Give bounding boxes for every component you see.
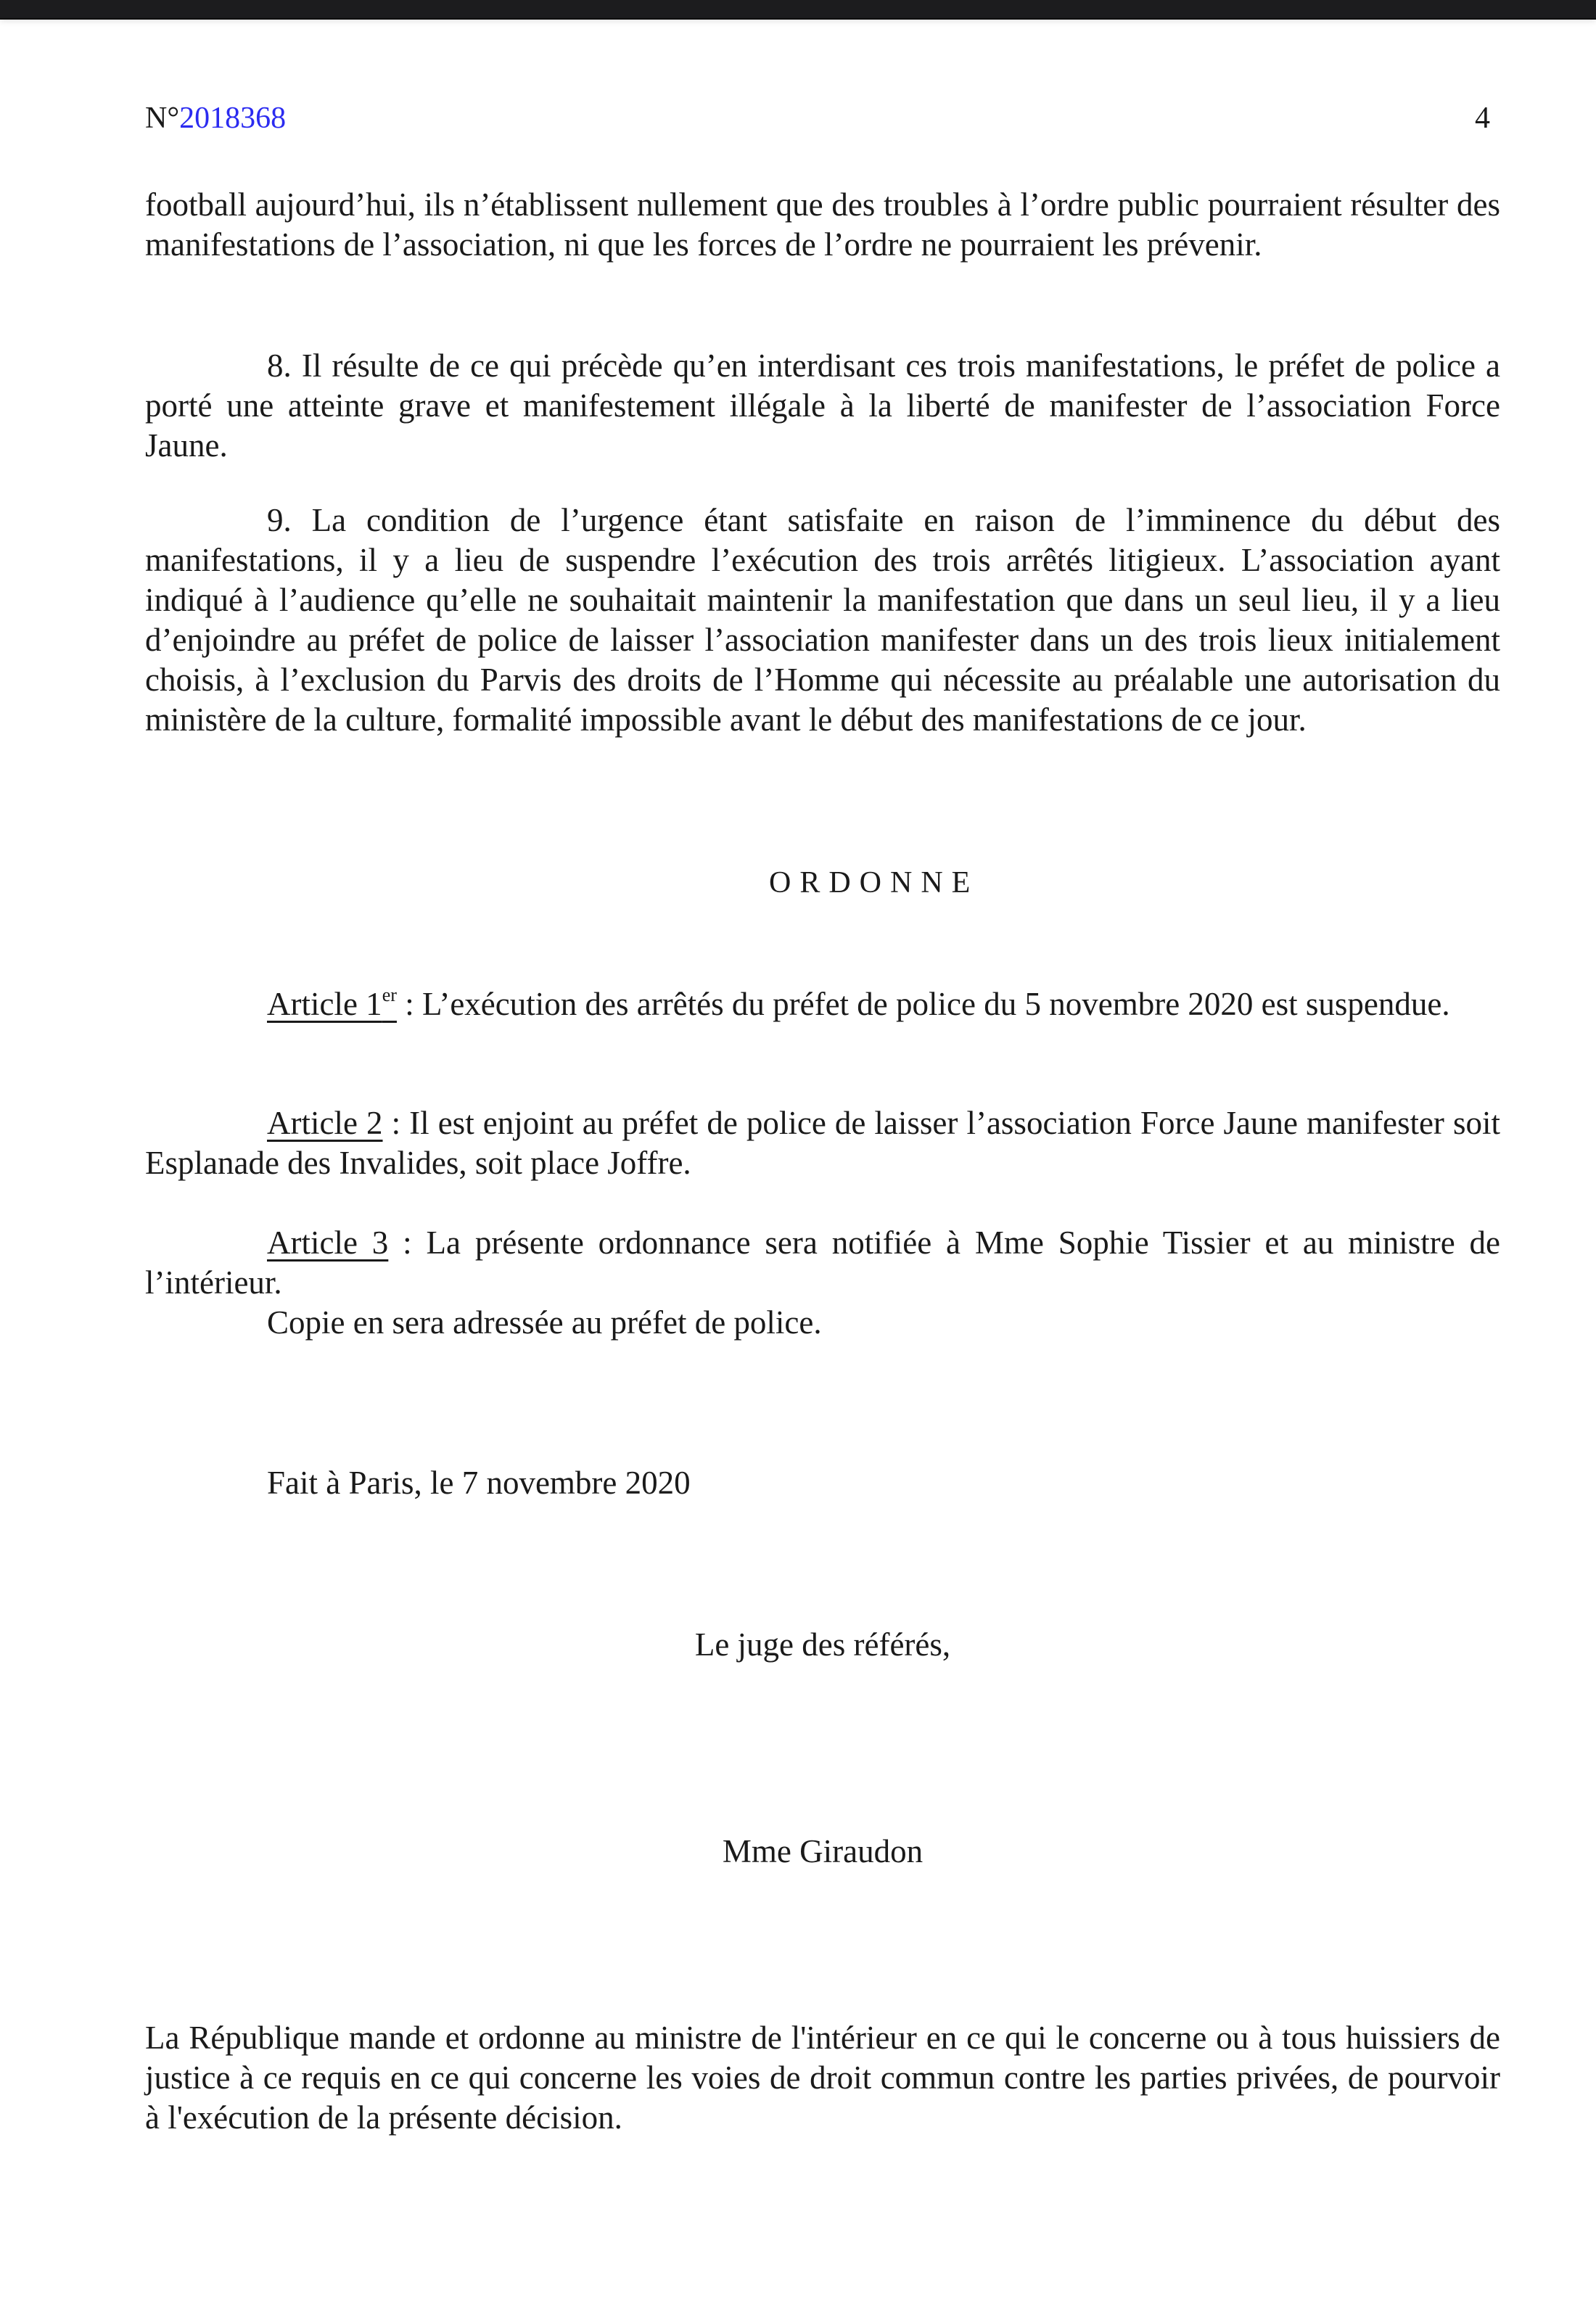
article-3-text: La présente ordonnance sera notifiée à Mme Sophie Tissier et au ministre de l’intérieur.: [145, 1225, 1500, 1301]
article-3-separator: :: [388, 1225, 427, 1261]
executory-formula: La République mande et ordonne au ministre de l'intérieur en ce qui le concerne ou à tous huissiers de justice à ce requis en ce qui concerne les voies de droit commun contre les parties privées, de pourvoir à l'exécution de la présente décision.: [145, 2020, 1500, 2136]
article-2: [145, 1103, 1500, 1183]
place-date: Fait à Paris, le 7 novembre 2020: [267, 1465, 691, 1501]
article-3: [145, 1223, 1500, 1303]
case-number: [145, 100, 286, 136]
copy-notice: Copie en sera adressée au préfet de police.: [267, 1304, 822, 1341]
decision-heading: ORDONNE: [769, 866, 979, 900]
article-1: [145, 984, 1500, 1024]
page-header: [145, 100, 1500, 136]
article-1-label: [267, 986, 397, 1022]
article-1-label-sup: er: [382, 984, 397, 1006]
signature-name: Mme Giraudon: [722, 1833, 924, 1869]
article-3-label: Article 3: [267, 1225, 389, 1261]
page-number: 4: [1475, 102, 1490, 135]
paragraph-8: 8. Il résulte de ce qui précède qu’en interdisant ces trois manifestations, le préfet de police a porté une atteinte grave et manifestement illégale à la liberté de manifester de l’association Force Jaune.: [145, 347, 1500, 464]
paragraph-9: 9. La condition de l’urgence étant satisfaite en raison de l’imminence du début des manifestations, il y a lieu de suspendre l’exécution des trois arrêtés litigieux. L’association ayant indiqué à l’audience qu’elle ne souhaitait maintenir la manifestation que dans un seul lieu, il y a lieu d’enjoindre au préfet de police de laisser l’association manifester dans un des trois lieux initialement choisis, à l’exclusion du Parvis des droits de l’Homme qui nécessite au préalable une autorisation du ministère de la culture, formalité impossible avant le début des manifestations de ce jour.: [145, 502, 1500, 738]
article-1-separator: :: [396, 986, 422, 1022]
case-number-link[interactable]: 2018368: [179, 102, 287, 135]
signature-title: Le juge des référés,: [694, 1626, 951, 1663]
article-2-text: Il est enjoint au préfet de police de laisser l’association Force Jaune manifester soit Esplanade des Invalides, soit place Joffre.: [145, 1105, 1500, 1181]
article-1-label-text: Article 1: [267, 986, 382, 1022]
paragraph-continuation: football aujourd’hui, ils n’établissent nullement que des troubles à l’ordre public pourraient résulter des manifestations de l’association, ni que les forces de l’ordre ne pourraient les prévenir.: [145, 186, 1500, 263]
article-2-label: Article 2: [267, 1105, 383, 1141]
case-number-prefix: N°: [145, 102, 180, 135]
top-toolbar: [0, 0, 1596, 20]
article-1-text: L’exécution des arrêtés du préfet de police du 5 novembre 2020 est suspendue.: [421, 986, 1450, 1022]
article-2-separator: :: [382, 1105, 410, 1141]
